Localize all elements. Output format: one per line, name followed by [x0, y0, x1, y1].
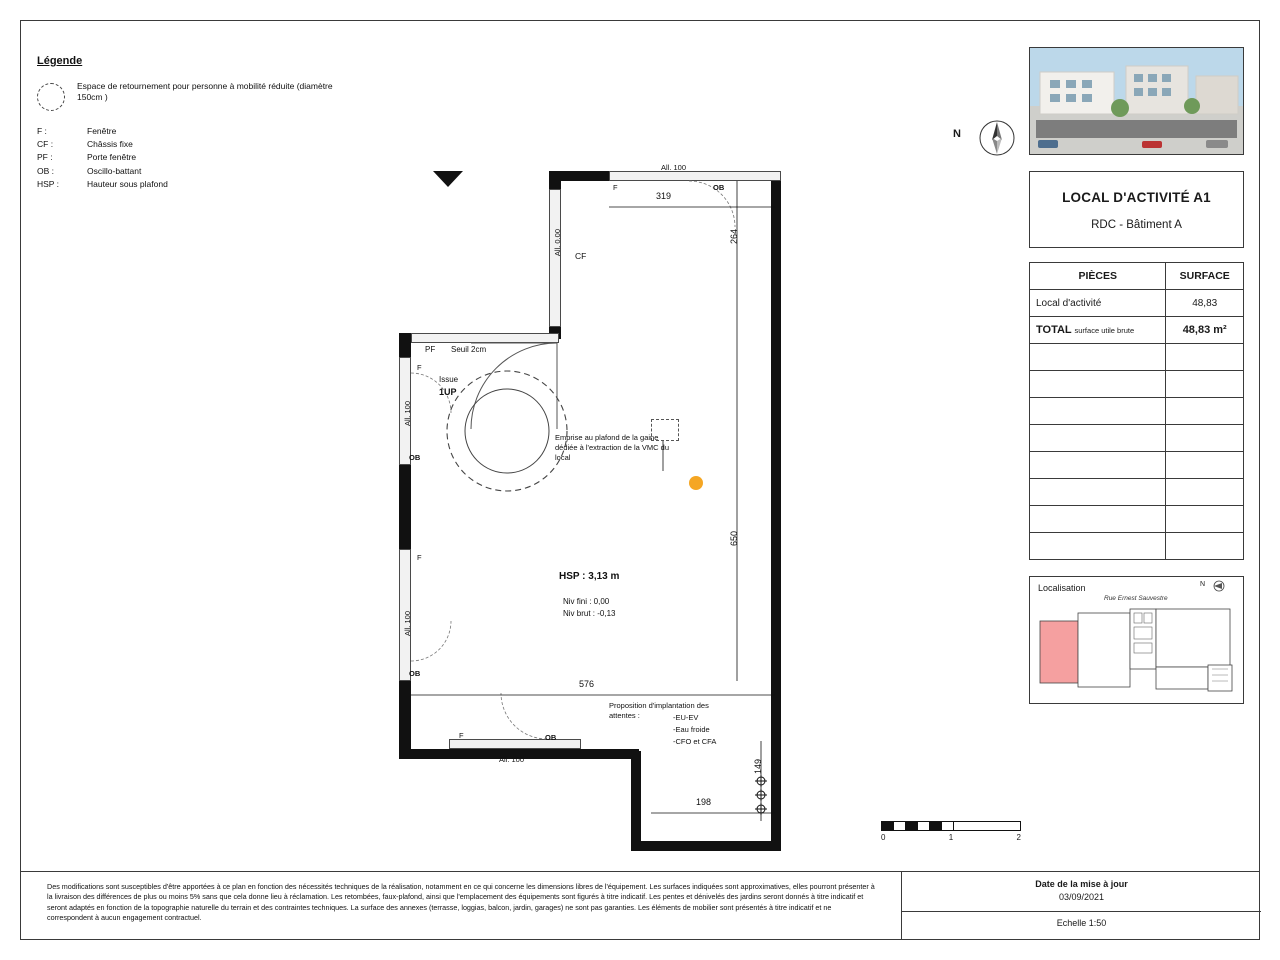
north-label: N — [953, 128, 961, 140]
cell-empty — [1030, 398, 1166, 425]
dim-right-650: 650 — [729, 531, 739, 547]
scale-tick-1: 1 — [948, 833, 954, 842]
scale-bar — [881, 821, 1021, 842]
cell-empty — [1030, 479, 1166, 506]
dim-top-319: 319 — [656, 191, 672, 201]
legend-abbr-row — [37, 151, 337, 164]
cell-empty — [1166, 344, 1244, 371]
building-render-image — [1029, 47, 1244, 155]
table-total-row — [1030, 317, 1244, 344]
legend-abbr-key: OB : — [37, 165, 55, 176]
cell-empty — [1030, 371, 1166, 398]
scale-tick-0: 0 — [881, 833, 886, 842]
table-empty-row — [1030, 533, 1244, 560]
label-f-top: F — [613, 183, 618, 192]
note-attentes-title: Proposition d'implantation des attentes : — [609, 701, 709, 721]
table-empty-row — [1030, 344, 1244, 371]
cell-empty — [1030, 506, 1166, 533]
label-f-bottom: F — [459, 731, 464, 740]
label-all-100-bottom: All. 100 — [499, 755, 525, 764]
note-hsp: HSP : 3,13 m — [559, 571, 620, 582]
label-cf: CF — [575, 251, 587, 261]
localisation-north-label: N — [1200, 581, 1206, 588]
turning-circle-icon — [37, 83, 65, 111]
render-illustration — [1030, 48, 1243, 154]
cell-empty — [1166, 371, 1244, 398]
cell-empty — [1030, 344, 1166, 371]
plan-sheet — [20, 20, 1260, 940]
label-all-100-left-lower: All. 100 — [403, 611, 412, 637]
footer-scale-label: Echelle 1:50 — [1056, 918, 1107, 928]
label-ob-bottom: OB — [545, 733, 557, 742]
legend-abbr-row — [37, 138, 337, 151]
legend-abbr-row — [37, 165, 337, 178]
footer-info-block — [901, 872, 1261, 939]
label-f-left-upper: F — [417, 363, 422, 372]
cell-empty — [1166, 425, 1244, 452]
note-niv-fini: Niv fini : 0,00 — [563, 597, 610, 606]
label-issue-value: 1UP — [439, 387, 457, 397]
table-empty-row — [1030, 371, 1244, 398]
legend — [37, 55, 337, 191]
table-empty-row — [1030, 425, 1244, 452]
localisation-box — [1029, 576, 1244, 704]
lot-subtitle: RDC - Bâtiment A — [1091, 219, 1182, 231]
cell-empty — [1030, 533, 1166, 560]
cell-empty — [1166, 452, 1244, 479]
footer-date-value: 03/09/2021 — [1058, 892, 1105, 902]
legend-abbr-val: Fenêtre — [87, 126, 117, 136]
table-row — [1030, 290, 1244, 317]
cell-empty — [1166, 398, 1244, 425]
scale-bar-track — [881, 821, 1021, 831]
note-emprise-vmc: Emprise au plafond de la gaine dédiée à l'extraction de la VMC du local — [555, 433, 669, 463]
cell-empty — [1166, 506, 1244, 533]
legend-abbr-key: PF : — [37, 152, 53, 163]
cell-empty — [1166, 533, 1244, 560]
table-header-row — [1030, 263, 1244, 290]
legend-abbr-val: Porte fenêtre — [87, 152, 137, 163]
legend-abbr-key: CF : — [37, 139, 54, 150]
cell-surface: 48,83 — [1166, 290, 1244, 317]
table-empty-row — [1030, 506, 1244, 533]
note-attente-1: -EU-EV — [673, 713, 699, 722]
localisation-title: Localisation — [1038, 583, 1086, 593]
dim-right-149: 149 — [753, 759, 763, 775]
legend-abbr-row — [37, 125, 337, 138]
attentes-symbols-icon — [743, 771, 803, 831]
note-attente-3: -CFO et CFA — [673, 737, 717, 746]
cell-total-value: 48,83 m² — [1166, 317, 1244, 344]
label-pf: PF — [425, 345, 436, 354]
door-swing-overlay — [351, 141, 1051, 871]
label-ob-left-upper: OB — [409, 453, 421, 462]
total-sublabel: surface utile brute — [1074, 326, 1135, 335]
localisation-street: Rue Ernest Sauvestre — [1104, 595, 1168, 602]
label-all-100-top: All. 100 — [661, 163, 687, 172]
legend-abbr-val: Oscillo-battant — [87, 165, 142, 176]
label-f-left-lower: F — [417, 553, 422, 562]
cell-empty — [1030, 452, 1166, 479]
note-attente-2: -Eau froide — [673, 725, 710, 734]
cell-total-label — [1030, 317, 1166, 344]
label-ob-top: OB — [713, 183, 725, 192]
label-all-000-left: All. 0.00 — [553, 229, 562, 257]
header-surface: SURFACE — [1166, 263, 1244, 290]
dim-bottom-198: 198 — [696, 797, 712, 807]
surface-table — [1029, 262, 1244, 560]
localisation-compass-icon — [1210, 580, 1228, 592]
footer-date-cell — [901, 872, 1261, 912]
footer-scale-cell — [901, 912, 1261, 939]
floor-plan-drawing — [351, 141, 1051, 871]
legend-circle-entry — [37, 81, 337, 111]
legend-abbr-val: Hauteur sous plafond — [87, 178, 168, 189]
footer-disclaimer: Des modifications sont susceptibles d'être apportées à ce plan en fonction des nécessités techniques de la réalisation, notamment en ce qui concerne les dimensions libres de l'équipement. Les surfaces indiquées sont approximatives, elles pourront présenter à la livraison des différences de plus ou moins 5% sans que cela donne lieu à réclamation. Les retombées, faux-plafond, ainsi que l'emplacement des équipements sont figurés à titre indicatif. Les pentes et dénivelés des jardins seront donnés à titre indicatif et seront adaptés en fonction de la topographie naturelle du terrain et des contraintes techniques. La surface des annexes (terrasse, loggias, balcon, jardin, garages) ne sont pas garanties. Les éléments de mobilier sont présentés à titre indicatif et ne correspondent à aucun engagement contractuel. — [47, 882, 875, 923]
legend-abbr-key: F : — [37, 126, 47, 136]
legend-abbr-row — [37, 178, 337, 191]
scale-tick-2: 2 — [1016, 833, 1021, 842]
footer-date-label: Date de la mise à jour — [1035, 879, 1128, 889]
label-issue: Issue — [439, 375, 459, 384]
legend-title: Légende — [37, 55, 83, 67]
dim-bottom-576: 576 — [579, 679, 595, 689]
note-niv-brut: Niv brut : -0,13 — [563, 609, 616, 618]
header-pieces: PIÈCES — [1030, 263, 1166, 290]
lot-title: LOCAL D'ACTIVITÉ A1 — [1062, 190, 1211, 205]
scale-bar-numbers — [881, 833, 1021, 842]
footer — [21, 871, 1259, 939]
cell-empty — [1030, 425, 1166, 452]
total-label: TOTAL — [1036, 324, 1072, 336]
label-seuil: Seuil 2cm — [451, 345, 487, 354]
label-all-100-left-upper: All. 100 — [403, 401, 412, 427]
legend-circle-note: Espace de retournement pour personne à mobilité réduite (diamètre 150cm ) — [77, 81, 333, 103]
legend-abbr-val: Châssis fixe — [87, 139, 133, 150]
right-panel — [1029, 47, 1244, 704]
legend-abbr-key: HSP : — [37, 178, 60, 189]
cell-empty — [1166, 479, 1244, 506]
table-empty-row — [1030, 398, 1244, 425]
dim-right-264: 264 — [729, 229, 739, 245]
label-ob-left-lower: OB — [409, 669, 421, 678]
table-empty-row — [1030, 452, 1244, 479]
cell-piece: Local d'activité — [1030, 290, 1166, 317]
lot-title-box — [1029, 171, 1244, 248]
legend-abbreviations — [37, 125, 337, 191]
table-empty-row — [1030, 479, 1244, 506]
site-plan-icon — [1038, 603, 1234, 699]
